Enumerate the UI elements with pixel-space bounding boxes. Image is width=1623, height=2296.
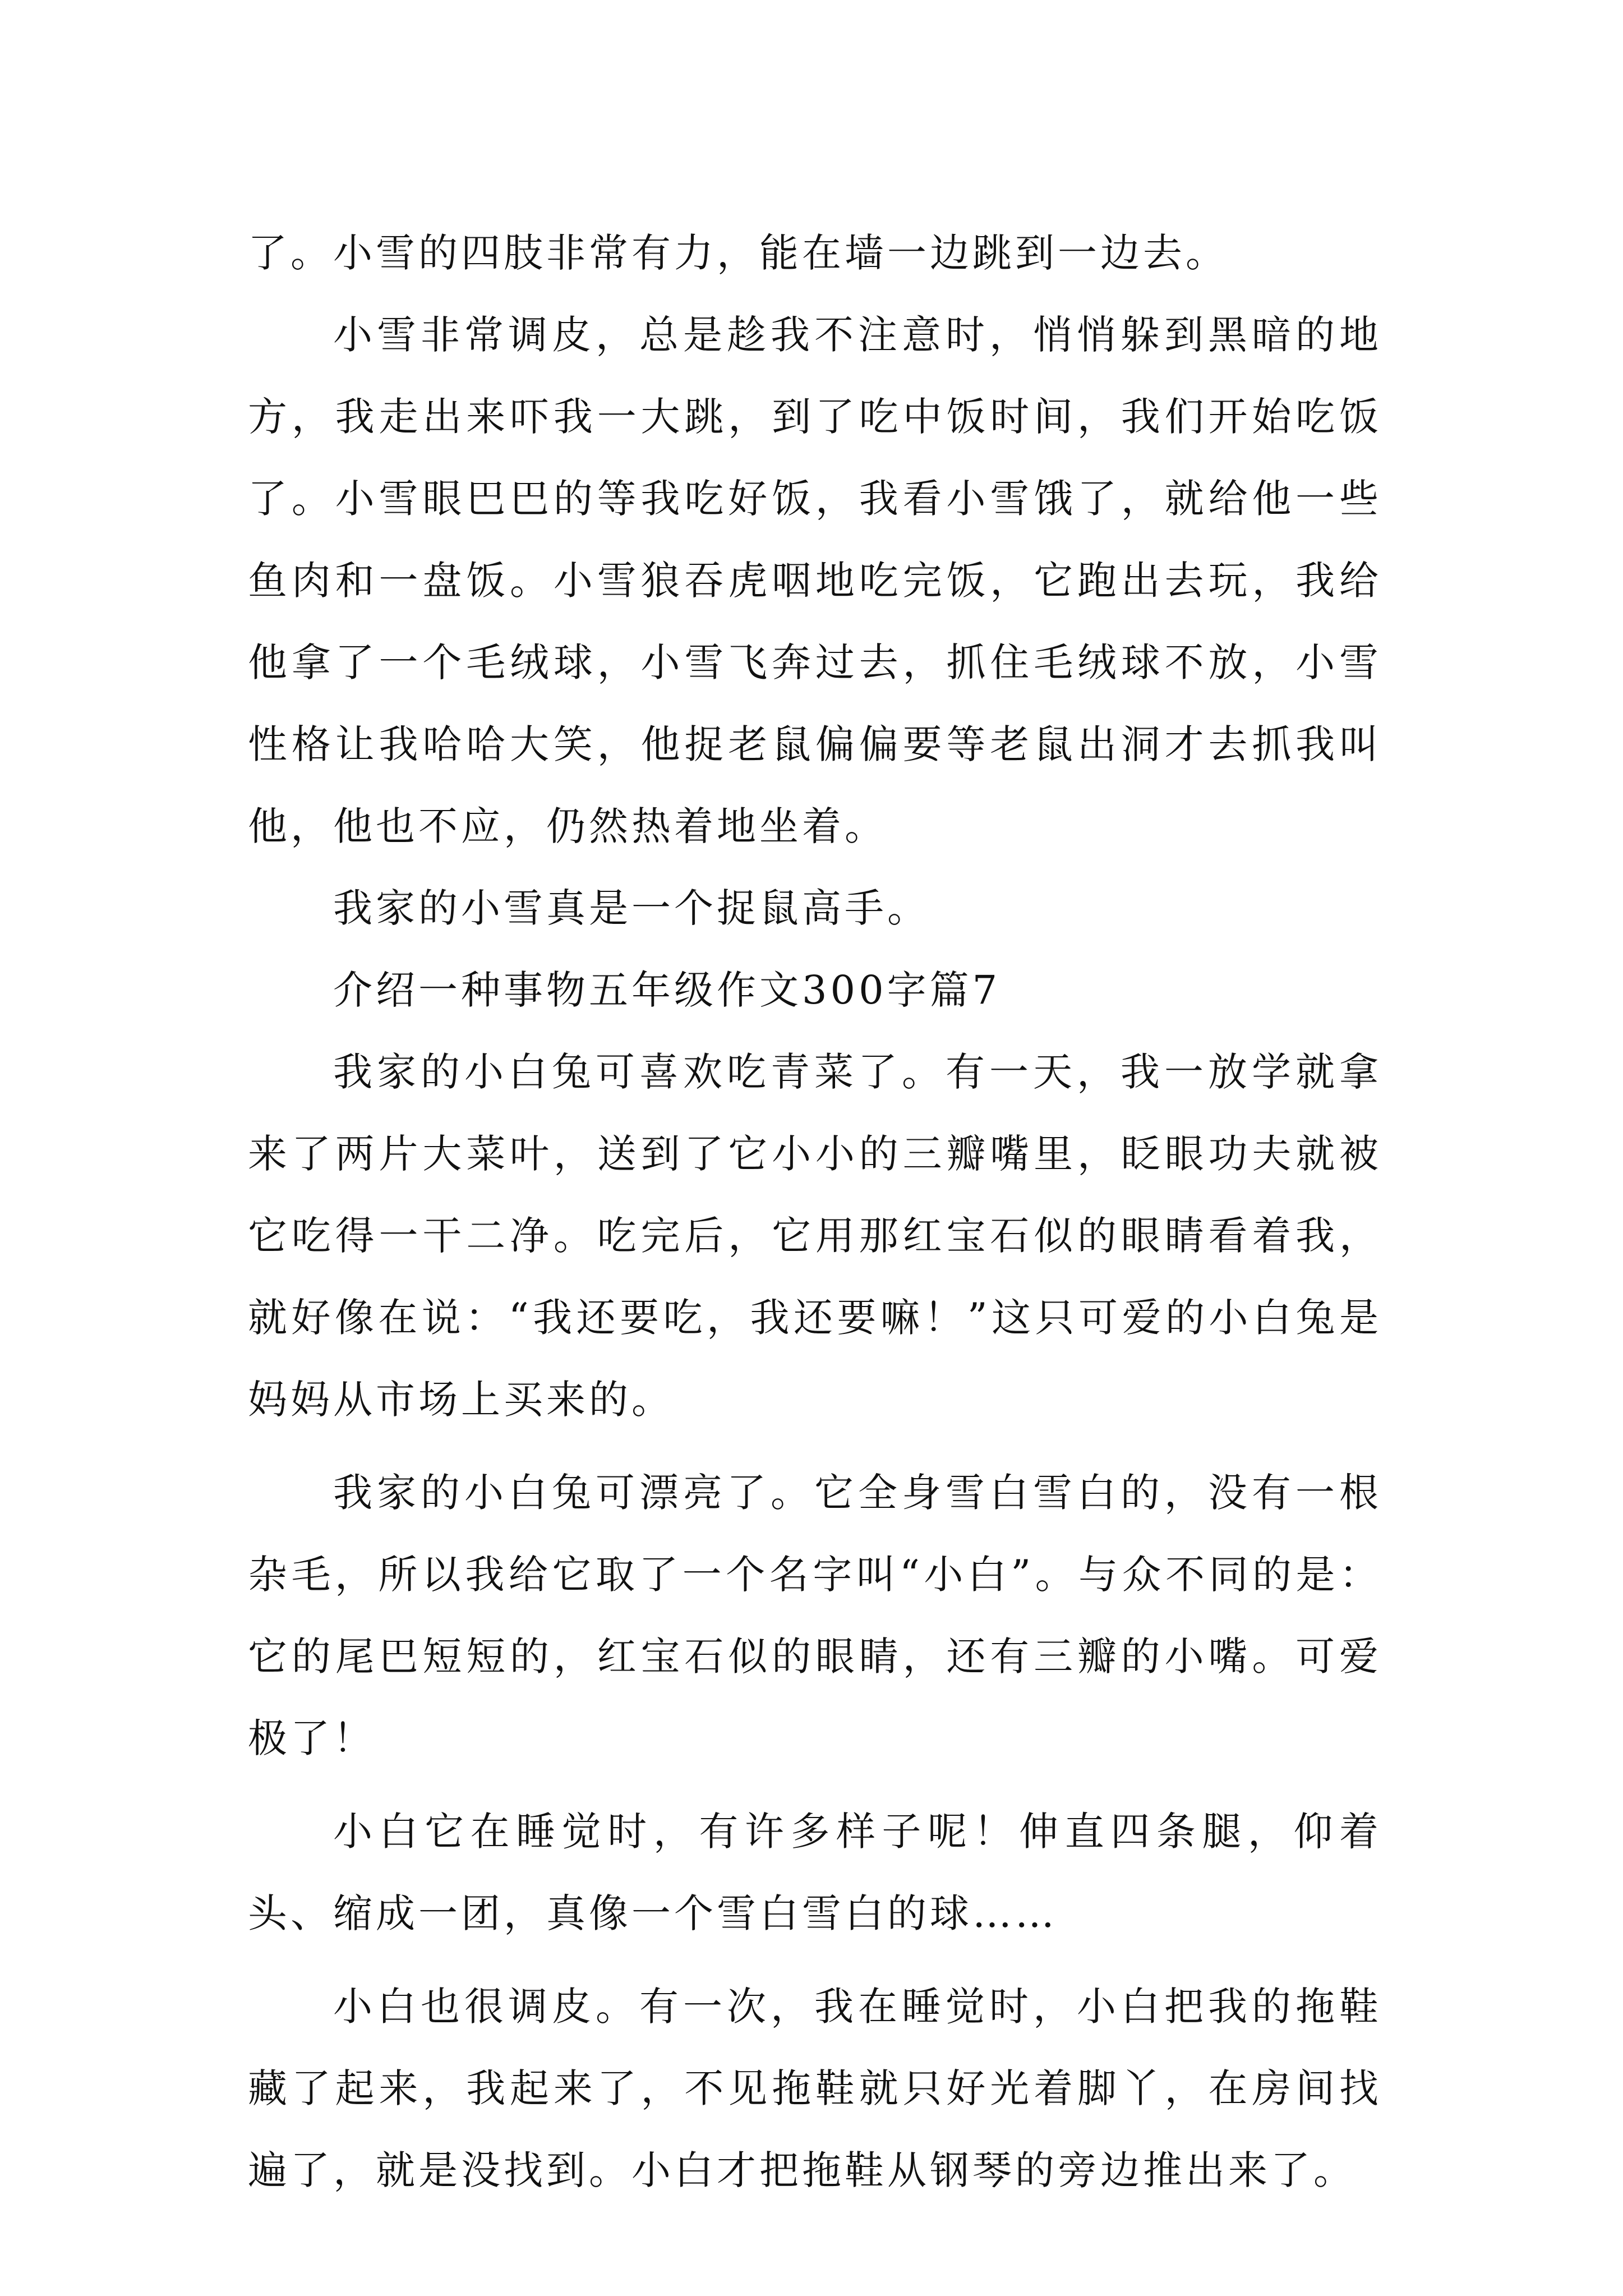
document-body — [248, 212, 1382, 2211]
paragraph-rabbit-naughty: 小白也很调皮。有一次，我在睡觉时，小白把我的拖鞋藏了起来，我起来了，不见拖鞋就只好光着脚丫，在房间找遍了，就是没找到。小白才把拖鞋从钢琴的旁边推出来了。 — [248, 1984, 1382, 2193]
section-heading: 介绍一种事物五年级作文300字篇7 — [333, 967, 1001, 1013]
paragraph-rabbit-eating: 我家的小白兔可喜欢吃青菜了。有一天，我一放学就拿来了两片大菜叶，送到了它小小的三瓣嘴里，眨眼功夫就被它吃得一干二净。吃完后，它用那红宝石似的眼睛看着我，就好像在说：“我还要吃，我还要嘛！”这只可爱的小白兔是妈妈从市场上买来的。 — [248, 1049, 1382, 1423]
paragraph-rabbit-appearance: 我家的小白兔可漂亮了。它全身雪白雪白的，没有一根杂毛，所以我给它取了一个名字叫“小白”。与众不同的是：它的尾巴短短的，红宝石似的眼睛，还有三瓣的小嘴。可爱极了！ — [248, 1470, 1382, 1761]
paragraph-naughty-cat: 小雪非常调皮，总是趁我不注意时，悄悄躲到黑暗的地方，我走出来吓我一大跳，到了吃中饭时间，我们开始吃饭了。小雪眼巴巴的等我吃好饭，我看小雪饿了，就给他一些鱼肉和一盘饭。小雪狼吞虎咽地吃完饭，它跑出去玩，我给他拿了一个毛绒球，小雪飞奔过去，抓住毛绒球不放，小雪性格让我哈哈大笑，他捉老鼠偏偏要等老鼠出洞才去抓我叫他，他也不应，仍然热着地坐着。 — [248, 312, 1382, 849]
paragraph-continuation: 了。小雪的四肢非常有力，能在墙一边跳到一边去。 — [248, 230, 1228, 276]
paragraph-rabbit-sleeping: 小白它在睡觉时，有许多样子呢！伸直四条腿，仰着头、缩成一团，真像一个雪白雪白的球…… — [248, 1809, 1382, 1936]
paragraph-mouse-catcher: 我家的小雪真是一个捉鼠高手。 — [333, 885, 930, 931]
